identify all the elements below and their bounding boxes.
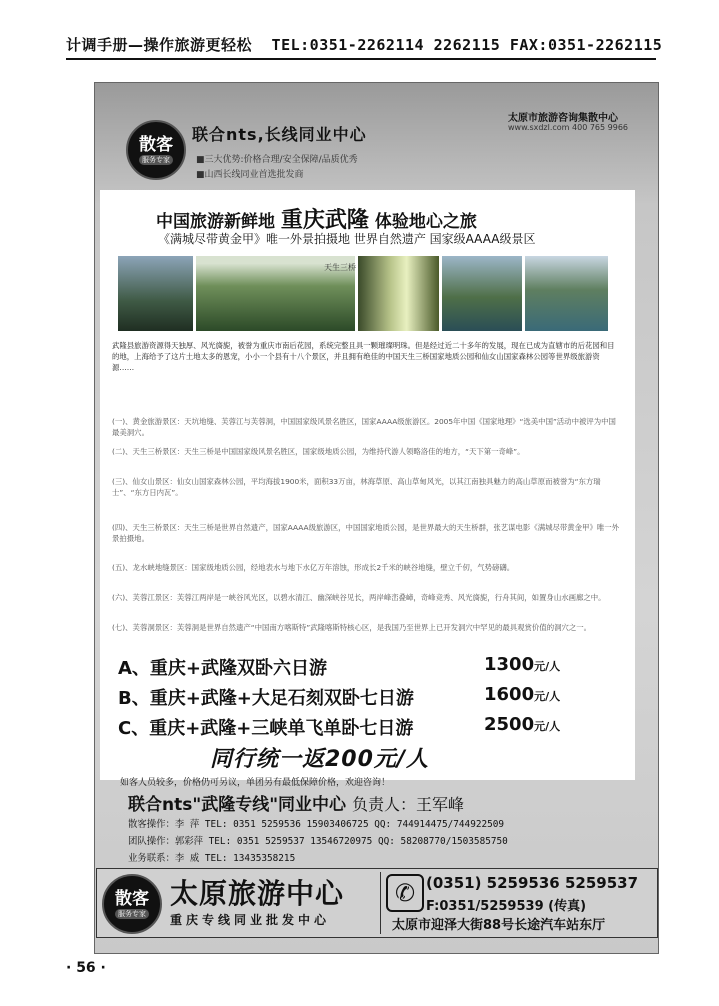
header-bullet: ■三大优势:价格合理/安全保障/品质优秀 [196,155,358,165]
phone-icon: ✆ [386,874,424,912]
route-price [484,684,560,705]
route-label: C、重庆+武隆+三峡单飞单卧七日游 [118,718,414,739]
page-number: · 56 · [66,960,106,976]
scenery-photo [442,256,522,331]
route-price [484,714,560,735]
scenic-paragraph: (二)、天生三桥景区：天生三桥是中国国家级风景名胜区，国家级地质公园，为维持代游人领略洛佳的地方，“天下第一奇峰”。 [112,447,525,456]
scenic-paragraph: (一)、黄金旅游景区：天坑地缝、芙蓉江与芙蓉洞，中国国家级风景名胜区，国家AAAA级旅游区。2005年中国《国家地理》“选美中国”活动中被评为中国最美洞穴。 [112,417,616,438]
main-title-emphasis: 重庆武隆 [280,208,369,233]
agency-center-name: 太原市旅游咨询集散中心 [508,113,618,124]
header-seal-tag: 服务专家 [139,155,173,165]
route-price-unit: 元/人 [534,660,561,673]
contact-row: 团队操作：郭彩萍 TEL: 0351 5259537 13546720975 QQ: 58208770/1503585750 [128,836,508,847]
scenery-photo-strip [118,256,608,331]
scenic-paragraph: (六)、芙蓉江景区：芙蓉江两岸是一峡谷风光区，以碧水清江、幽深峡谷见长，两岸峰峦叠嶂，奇峰竞秀、风光旖旎，行舟其间，如置身山水画廊之中。 [112,593,606,602]
top-header-bar [66,30,663,60]
main-title-post: 体验地心之旅 [374,212,477,232]
route-price-unit: 元/人 [534,690,561,703]
pricing-note: 如客人员较多，价格仍可另议，单团另有最低保障价格，欢迎咨询！ [120,778,391,788]
bottom-divider [380,872,381,934]
route-label: A、重庆+武隆双卧六日游 [118,658,328,679]
contact-row: 业务联系：李 威 TEL: 13435358215 [128,853,296,864]
photo-caption: 天生三桥 [324,263,356,272]
scenic-paragraph: (三)、仙女山景区：仙女山国家森林公园，平均海拔1900米，面积33万亩，林海草原、高山草甸风光，以其江南独具魅力的高山草原而被誉为“东方瑞士”、“东方日内瓦”。 [112,477,601,498]
scenery-photo [525,256,608,331]
header-slogan: 计调手册—操作旅游更轻松 [66,36,253,54]
bottom-fax: F:0351/5259539 (传真) [426,899,587,914]
route-price-unit: 元/人 [534,720,561,733]
route-price-value: 2500 [484,714,535,735]
bottom-seal-logo [102,874,162,934]
contact-center-name: 联合nts"武隆专线"同业中心 [128,795,347,815]
route-item [118,654,327,680]
scenery-photo [358,256,439,331]
route-price-value: 1300 [484,654,535,675]
route-price [484,654,560,675]
scenic-paragraph: (四)、天生三桥景区：天生三桥是世界自然遗产，国家AAAA级旅游区，中国国家地质公园，是世界最大的天生桥群，张艺谋电影《满城尽带黄金甲》唯一外景拍摄地。 [112,523,620,544]
header-contact: TEL:0351-2262114 2262115 FAX:0351-2262115 [271,36,663,54]
header-bullet: ■山西长线同业首选批发商 [196,170,304,180]
contact-manager: 负责人：王军峰 [351,795,464,814]
top-header-text [66,34,662,55]
header-seal-logo [126,120,186,180]
main-title-pre: 中国旅游新鲜地 [156,212,275,232]
contact-row: 散客操作：李 萍 TEL: 0351 5259536 15903406725 QQ: 744914475/744922509 [128,819,505,830]
scenic-paragraph: (七)、芙蓉洞景区：芙蓉洞是世界自然遗产“中国南方喀斯特”武隆喀斯特核心区，是我国乃至世界上已开发洞穴中罕见的最具观赏价值的洞穴之一。 [112,623,592,632]
agency-website: www.sxdzl.com 400 765 9966 [508,123,628,132]
bottom-seal-tag: 服务专家 [115,909,149,919]
route-label: B、重庆+武隆+大足石刻双卧七日游 [118,688,414,709]
bottom-address: 太原市迎泽大街88号长途汽车站东厅 [392,918,606,933]
rebate-banner: 同行统一返200元/人 [210,747,429,772]
bottom-seal-text: 散客 [115,888,149,909]
route-price-value: 1600 [484,684,535,705]
bottom-telephone: (0351) 5259536 5259537 [426,874,639,892]
route-item [118,714,413,740]
bottom-agency-subtitle: 重庆专线同业批发中心 [170,913,331,927]
intro-paragraph: 武隆县旅游资源得天独厚、风光旖旎，被誉为重庆市南后花园，系统完整且具一颗璀璨明珠。但是经过近二十多年的发展，现在已成为直辖市的后花园和目的地，上海给予了这片土地太多的恩宠，小小一个县有十八个景区，并且拥有绝佳的中国天生三桥国家地质公园和仙女山国家森林公园等世界级旅游资源…… [112,341,615,373]
contact-title [128,790,464,815]
header-title: 联合nts,长线同业中心 [192,125,367,144]
main-subtitle: 《满城尽带黄金甲》唯一外景拍摄地 世界自然遗产 国家级AAAA级景区 [158,232,536,246]
bottom-agency-name: 太原旅游中心 [170,877,345,910]
header-seal-text: 散客 [139,134,173,155]
scenery-photo [118,256,193,331]
route-item [118,684,414,710]
scenic-paragraph: (五)、龙水峡地缝景区：国家级地质公园，经地表水与地下水亿万年溶蚀，形成长2千米的峡谷地缝，壁立千仞，气势磅礴。 [112,563,515,572]
